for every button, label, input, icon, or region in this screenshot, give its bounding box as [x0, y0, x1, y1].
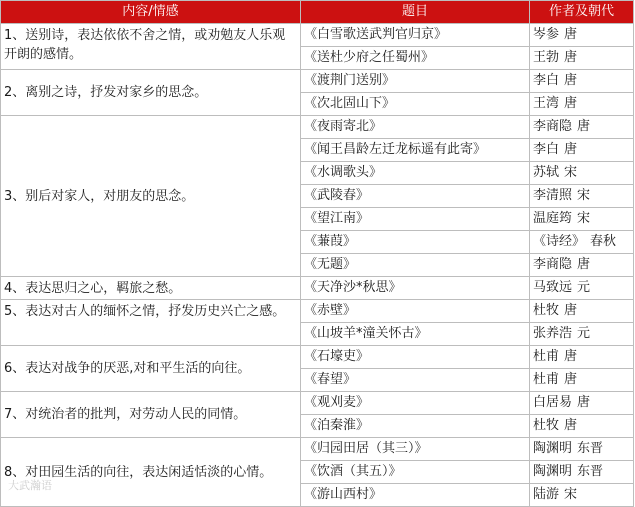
- author-cell: [530, 208, 634, 231]
- header-content: 内容/情感: [1, 1, 301, 24]
- author-name: 陶渊明: [533, 464, 573, 479]
- table-row: [1, 277, 634, 300]
- content-cell: 1、送别诗，表达依依不舍之情，或劝勉友人乐观开朗的感情。: [1, 24, 301, 70]
- content-cell: 4、表达思归之心，羁旅之愁。: [1, 277, 301, 300]
- author-cell: [530, 415, 634, 438]
- author-name: 《诗经》: [533, 234, 586, 249]
- title-cell: 《观刈麦》: [301, 392, 530, 415]
- dynasty: 唐: [577, 119, 591, 134]
- table-row: [1, 70, 634, 93]
- title-cell: 《春望》: [301, 369, 530, 392]
- header-author-dynasty: 作者及朝代: [530, 1, 634, 24]
- dynasty: 唐: [564, 303, 578, 318]
- author-cell: [530, 139, 634, 162]
- title-cell: 《水调歌头》: [301, 162, 530, 185]
- author-cell: [530, 24, 634, 47]
- content-cell: 8、对田园生活的向往，表达闲适恬淡的心情。: [1, 438, 301, 507]
- author-name: 苏轼: [533, 165, 560, 180]
- author-name: 温庭筠: [533, 211, 573, 226]
- author-name: 岑参: [533, 27, 560, 42]
- title-cell: 《闻王昌龄左迁龙标遥有此寄》: [301, 139, 530, 162]
- table-row: [1, 346, 634, 369]
- dynasty: 宋: [577, 211, 591, 226]
- dynasty: 宋: [564, 487, 578, 502]
- title-cell: 《望江南》: [301, 208, 530, 231]
- author-name: 杜牧: [533, 303, 560, 318]
- title-cell: 《送杜少府之任蜀州》: [301, 47, 530, 70]
- table-row: [1, 300, 634, 323]
- dynasty: 唐: [564, 50, 578, 65]
- author-cell: [530, 323, 634, 346]
- dynasty: 宋: [564, 165, 578, 180]
- title-cell: 《天净沙*秋思》: [301, 277, 530, 300]
- author-name: 李白: [533, 142, 560, 157]
- dynasty: 唐: [564, 73, 578, 88]
- author-name: 杜牧: [533, 418, 560, 433]
- title-cell: 《渡荆门送别》: [301, 70, 530, 93]
- content-cell: 6、表达对战争的厌恶,对和平生活的向往。: [1, 346, 301, 392]
- author-name: 陶渊明: [533, 441, 573, 456]
- table-row: [1, 438, 634, 461]
- author-cell: [530, 461, 634, 484]
- author-name: 白居易: [533, 395, 573, 410]
- author-name: 王湾: [533, 96, 560, 111]
- title-cell: 《赤壁》: [301, 300, 530, 323]
- author-cell: [530, 116, 634, 139]
- title-cell: 《白雪歌送武判官归京》: [301, 24, 530, 47]
- header-row: [1, 1, 634, 24]
- title-cell: 《无题》: [301, 254, 530, 277]
- watermark-logo: 大武瀚语: [8, 479, 52, 492]
- author-cell: [530, 185, 634, 208]
- author-cell: [530, 162, 634, 185]
- dynasty: 唐: [564, 96, 578, 111]
- author-cell: [530, 231, 634, 254]
- table-row: [1, 24, 634, 47]
- author-cell: [530, 438, 634, 461]
- author-name: 李清照: [533, 188, 573, 203]
- author-cell: [530, 93, 634, 116]
- author-name: 王勃: [533, 50, 560, 65]
- author-cell: [530, 300, 634, 323]
- content-cell: 2、离别之诗，抒发对家乡的思念。: [1, 70, 301, 116]
- author-name: 李商隐: [533, 257, 573, 272]
- title-cell: 《泊秦淮》: [301, 415, 530, 438]
- title-cell: 《次北固山下》: [301, 93, 530, 116]
- dynasty: 唐: [577, 257, 591, 272]
- author-cell: [530, 277, 634, 300]
- author-cell: [530, 369, 634, 392]
- table-body: [1, 24, 634, 507]
- author-name: 张养浩: [533, 326, 573, 341]
- dynasty: 唐: [564, 27, 578, 42]
- content-cell: 7、对统治者的批判，对劳动人民的同情。: [1, 392, 301, 438]
- title-cell: 《石壕吏》: [301, 346, 530, 369]
- author-name: 马致远: [533, 280, 573, 295]
- content-cell: 5、表达对古人的缅怀之情，抒发历史兴亡之感。: [1, 300, 301, 346]
- author-cell: [530, 47, 634, 70]
- title-cell: 《山坡羊*潼关怀古》: [301, 323, 530, 346]
- author-cell: [530, 346, 634, 369]
- dynasty: 唐: [564, 418, 578, 433]
- author-name: 李商隐: [533, 119, 573, 134]
- title-cell: 《归园田居（其三）》: [301, 438, 530, 461]
- content-cell: 3、别后对家人，对朋友的思念。: [1, 116, 301, 277]
- dynasty: 东晋: [577, 441, 604, 456]
- author-name: 陆游: [533, 487, 560, 502]
- header-title: 题目: [301, 1, 530, 24]
- dynasty: 唐: [564, 142, 578, 157]
- title-cell: 《夜雨寄北》: [301, 116, 530, 139]
- author-name: 杜甫: [533, 372, 560, 387]
- title-cell: 《饮酒（其五）》: [301, 461, 530, 484]
- dynasty: 元: [577, 280, 591, 295]
- title-cell: 《蒹葭》: [301, 231, 530, 254]
- dynasty: 宋: [577, 188, 591, 203]
- dynasty: 元: [577, 326, 591, 341]
- author-cell: [530, 392, 634, 415]
- title-cell: 《武陵春》: [301, 185, 530, 208]
- author-cell: [530, 484, 634, 507]
- author-cell: [530, 254, 634, 277]
- table-row: [1, 116, 634, 139]
- author-name: 李白: [533, 73, 560, 88]
- dynasty: 唐: [564, 349, 578, 364]
- author-cell: [530, 70, 634, 93]
- author-name: 杜甫: [533, 349, 560, 364]
- dynasty: 唐: [577, 395, 591, 410]
- dynasty: 唐: [564, 372, 578, 387]
- dynasty: 春秋: [590, 234, 617, 249]
- dynasty: 东晋: [577, 464, 604, 479]
- title-cell: 《游山西村》: [301, 484, 530, 507]
- table-row: [1, 392, 634, 415]
